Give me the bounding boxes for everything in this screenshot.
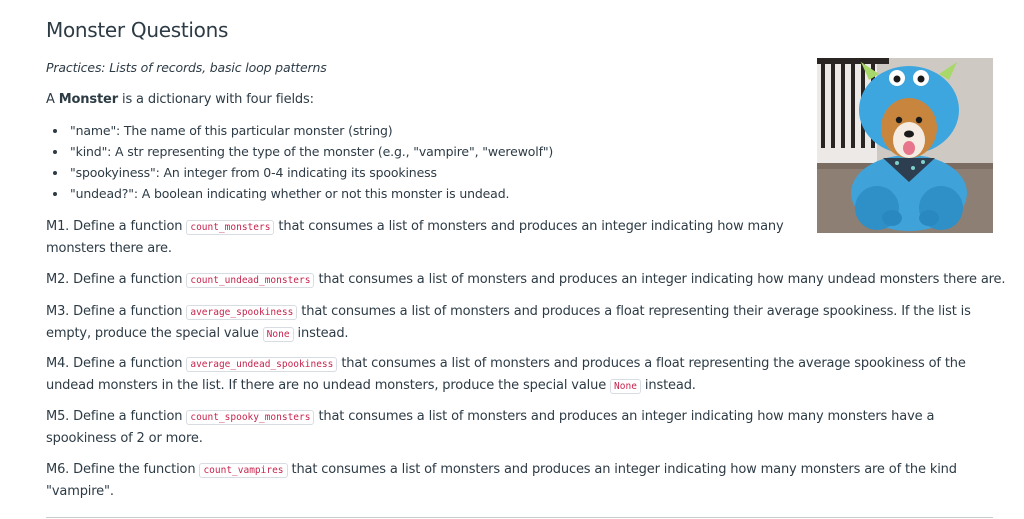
question-prefix: M3. Define a function [46,304,187,319]
question-suffix: that consumes a list of monsters and produces an integer indicating how many monsters there are. [46,219,784,256]
question-prefix: M6. Define the function [46,462,200,477]
question-m4 [46,353,991,397]
function-name-code: count_monsters [186,220,274,235]
function-name-code: count_spooky_monsters [186,410,314,425]
question-middle: that consumes a list of monsters and produces a float representing the average spookiness of the undead monsters in the list. If there are no undead monsters, produce the special value [46,356,966,393]
fields-list [50,120,553,204]
corgi-monster-icon [817,58,993,233]
intro-bold: Monster [58,92,118,107]
question-suffix: that consumes a list of monsters and produces an integer indicating how many monsters are of the kind "vampire". [46,462,957,499]
question-m2 [46,269,1006,291]
question-m3 [46,301,991,345]
page-title: Monster Questions [46,18,229,42]
question-prefix: M2. Define a function [46,272,187,287]
corgi-monster-costume-photo [817,58,993,233]
question-m5 [46,406,996,449]
practices-subtitle: Practices: Lists of records, basic loop patterns [46,60,327,75]
none-value-code: None [263,327,294,342]
question-middle: that consumes a list of monsters and produces a float representing their average spookiness. If the list is empty, produce the special value [46,304,971,341]
function-name-code: count_undead_monsters [186,273,314,288]
question-suffix: that consumes a list of monsters and produces an integer indicating how many monsters have a spookiness of 2 or more. [46,409,935,446]
question-prefix: M5. Define a function [46,409,187,424]
none-value-code: None [610,379,641,394]
question-suffix: instead. [293,326,349,341]
field-item-kind: • "kind": A str representing the type of the monster (e.g., "vampire", "werewolf") [68,141,553,162]
function-name-code: count_vampires [199,463,287,478]
field-item-undead: • "undead?": A boolean indicating whether or not this monster is undead. [68,183,553,204]
question-m6 [46,459,976,502]
divider-line [46,517,993,518]
intro-text [46,92,314,107]
function-name-code: average_spookiness [186,305,297,320]
field-item-spookyiness: • "spookyiness": An integer from 0-4 indicating its spookiness [68,162,553,183]
question-prefix: M1. Define a function [46,219,187,234]
question-suffix: instead. [640,378,696,393]
question-m1 [46,216,786,259]
field-item-name: • "name": The name of this particular monster (string) [68,120,553,141]
intro-prefix: A [46,92,59,107]
function-name-code: average_undead_spookiness [186,357,337,372]
question-suffix: that consumes a list of monsters and produces an integer indicating how many undead monsters there are. [314,272,1006,287]
intro-suffix: is a dictionary with four fields: [118,92,314,107]
question-prefix: M4. Define a function [46,356,187,371]
